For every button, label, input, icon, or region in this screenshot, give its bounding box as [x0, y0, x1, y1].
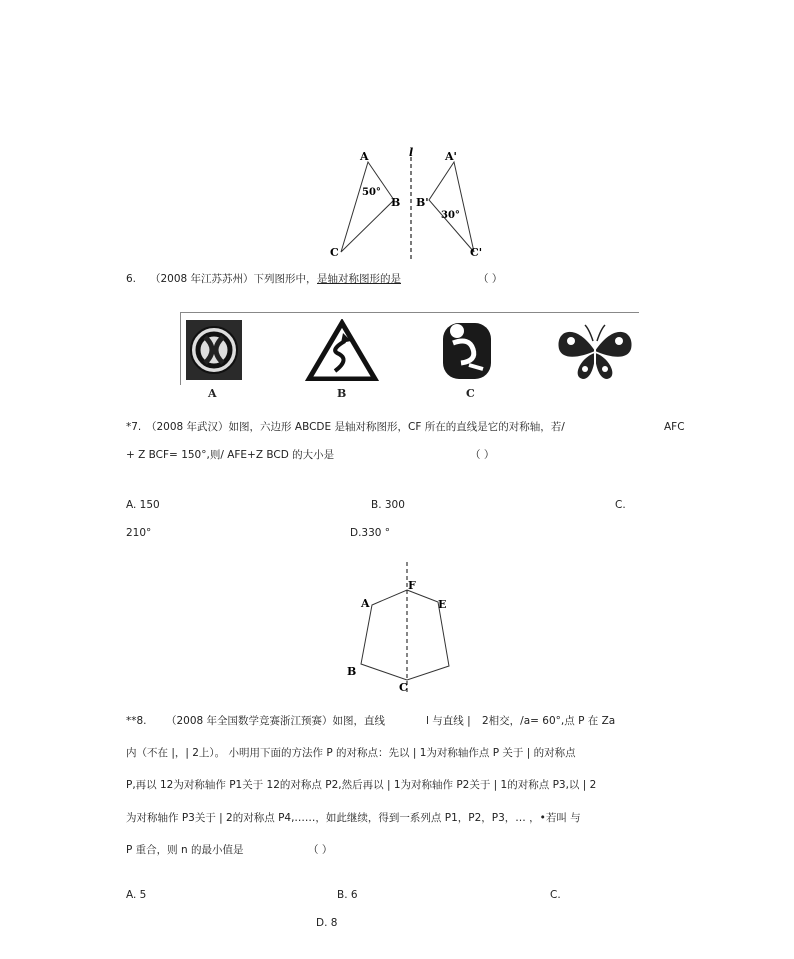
angle-30: 30°	[441, 210, 460, 221]
hexagon-figure	[340, 560, 460, 695]
label-C: C	[399, 681, 408, 694]
q8-option-b: B. 6	[337, 889, 358, 901]
symmetric-triangles-figure	[320, 140, 500, 260]
label-A: A	[361, 597, 370, 610]
option-b-warning-triangle-icon	[305, 319, 379, 381]
label-l: l	[409, 146, 414, 159]
q7-answer-paren: （ ）	[470, 449, 495, 461]
label-C: C	[330, 246, 339, 259]
label-B: B	[347, 665, 357, 678]
option-c-label: C	[466, 387, 475, 400]
q8-line5: P 重合，则 n 的最小值是	[126, 844, 244, 856]
label-B: B	[391, 196, 401, 209]
q6-source: （2008 年江苏苏州）下列图形中，	[150, 273, 317, 285]
q6-options-strip	[180, 312, 639, 385]
option-d-butterfly-icon	[555, 321, 635, 381]
q8-line1-a: （2008 年全国数学竞赛浙江预赛）如图，直线	[166, 715, 386, 727]
option-a-label: A	[208, 387, 217, 400]
q8-option-a: A. 5	[126, 889, 147, 901]
option-b-label: B	[337, 387, 347, 400]
label-F: F	[408, 579, 416, 592]
label-C-prime: C'	[470, 246, 483, 259]
q6-stem: 是轴对称图形的是	[317, 273, 401, 285]
q8-line4: 为对称轴作 P3关于 | 2的对称点 P4,……，如此继续，得到一系列点 P1，P2，P3，… ，•若叫 与	[126, 812, 581, 824]
triangle-abc	[341, 162, 394, 252]
q7-option-c-value: 210°	[126, 527, 152, 539]
label-A-prime: A'	[445, 150, 457, 163]
q7-option-c: C.	[615, 499, 626, 511]
q8-answer-paren: （ ）	[308, 844, 333, 856]
q8-line2: 内（不在 |，| 2上）。 小明用下面的方法作 P 的对称点：先以 | 1为对称轴作点 P 关于 | 的对称点	[126, 747, 576, 759]
q7-line2: + Z BCF= 150°,则/ AFE+Z BCD 的大小是	[126, 449, 335, 461]
label-B-prime: B'	[416, 196, 429, 209]
q7-option-d: D.330 °	[350, 527, 391, 539]
q8-line1-b: l 与直线 |	[426, 715, 471, 727]
q6-number: 6.	[126, 273, 137, 285]
q8-option-d: D. 8	[316, 917, 338, 929]
option-a-circle-emblem-icon	[185, 319, 243, 381]
q8-line1-c: 2相交，/a= 60°,点 P 在 Za	[482, 715, 616, 727]
q8-number: **8.	[126, 715, 147, 727]
q8-line3: P,再以 12为对称轴作 P1关于 12的对称点 P2,然后再以 | 1为对称轴作 P2关于 | 1的对称点 P3,以 | 2	[126, 779, 597, 791]
option-c-sports-pictogram-icon	[439, 315, 495, 381]
hexagon-abcdef	[361, 590, 449, 680]
q6-answer-paren: （ ）	[478, 273, 503, 285]
q7-line1: （2008 年武汉）如图，六边形 ABCDE 是轴对称图形，CF 所在的直线是它的对称轴，若/	[146, 421, 565, 433]
q7-option-a: A. 150	[126, 499, 160, 511]
angle-50: 50°	[362, 187, 381, 198]
q7-line1-right: AFC	[664, 421, 685, 433]
q7-number: *7.	[126, 421, 142, 433]
q8-option-c: C.	[550, 889, 561, 901]
q7-option-b: B. 300	[371, 499, 405, 511]
label-A: A	[360, 150, 369, 163]
triangle-abc-prime	[429, 162, 474, 252]
label-E: E	[438, 598, 447, 611]
